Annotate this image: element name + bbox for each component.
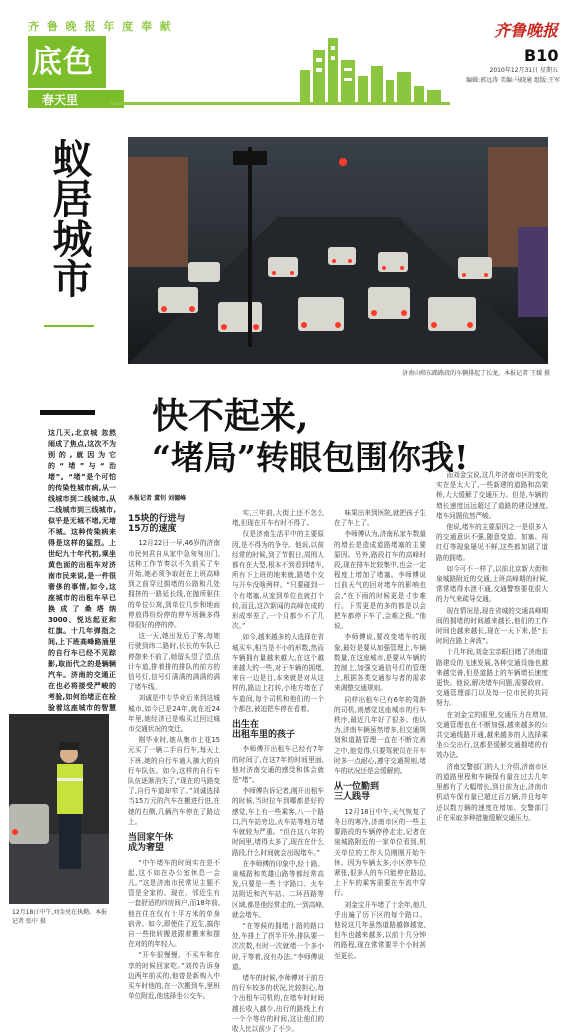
subhead [128, 514, 220, 534]
paragraph: 李师傅认为,济南私家车数量的增长是造成道路堵塞的主要原因。另外,路段打车的高峰时段,现在排车比较集中,也会一定程度上增加了堵塞。李师傅说目前天气的回对堵车的影响也会,“在下雨的时候更是寸步难行。下雪更是的多的都是以会把车都停下车了,会难之极。”他说。 [334, 530, 426, 631]
paragraph: 味果出来到医院,就把孩子生在了车上了。 [334, 509, 426, 528]
paragraph: 在李师傅的印象中,经十路、泉城路和英雄山路等都经常高发,只要是一些十字路口、火车站附近和汽车站、二环西路等区域,都是他经常走的,一到高峰,就会堵车。 [232, 859, 325, 919]
subsection-title: 春天里 [42, 93, 79, 107]
main-traffic-photo [128, 137, 548, 364]
subhead [128, 833, 220, 853]
issue-date: 2010年12月31日 星期五 [489, 67, 558, 74]
subhead [232, 720, 324, 740]
paragraph: 这一天,她出发后了客,每她行驶到纬二路时,长长的车队已停憩来不前了,她留头望了望,估计车道,排着排的排队的前方的信号灯,信号灯满满的满满的满了堵车线。 [128, 632, 220, 692]
article-column-3 [334, 508, 426, 963]
paragraph: “中午堵车的时间实在是不起,这不如在办公室休息一会儿。”这是济南市民常见主题不管是全家的、现在、邻近生有一套舒适的四房间户,而18年前,他在住在仅有十平方米的单身宿舍。如今,即使住了近生,搞你自一些批转搬进跟着搬来和摆在对的的年轻人。 [128, 858, 220, 949]
paragraph: 李师傅告诉记者,刚开出租车的时候,当时拉车到哪都是好的感觉,车上有一些乘客,八一个路口,汽车站旁边,火车站等地方堵车就较为严重。“但在这八年的时间里,堵得太多了,现在在什么路段,什么时间就会出现堵车。” [232, 787, 324, 857]
paragraph: 他说,堵车的主要原因之一是很多人的交通意识不强,随意变道、加塞、闯红灯等现象屡见不鲜,这些都加剧了道路的拥堵。 [436, 523, 548, 562]
lead-paragraph: 这几天,北京城 忽然闹成了焦点,这次不为别的,就因为它的“堵”与“治堵”。“堵”是个可怕的传染性城市病,从一线城市到二线城市,从二线城市到三线城市,似乎是无城不堵,无堵不城。这种传染病来得是这样的猛烈。上世纪九十年代初,乘坐黄色面的出租车对济南市民来说,是一件很奢侈的事情,如今,这座城市的出租车早已换成了桑塔纳3000、悦达起亚和红旗。十几年弹指之间,上下班高峰路涌里的自行车已经不见踪影,取而代之的是辆辆汽车。济南的交通正在也必将接受严峻的考验,如何治堵正在检验着这座城市的智慧 [48, 429, 116, 712]
paragraph: 刘金宝开车堵了十余年,他几乎出遍了历下区的每个路口。他说这几年虽然道路越修越宽,但车也越来越多,以前十几分钟的路程,现在常常要半个小时甚至更长。 [334, 900, 426, 960]
paragraph: 在刘金宝的眼里,交通压力在增加,交通管理也在不断加强,越来越多的公共交通线路开通,越来越多的人选择乘坐公交出行,这都是缓解交通拥堵的有效办法。 [436, 710, 548, 760]
paragraph: 堵车的时候,李师傅对于前方的行车较多的状况,比较担心,每个出租车司机的,在堵车时时间越长收入越少,出行的路线上有一个个等待的时间,这让他们的收入比以前少了不少。 [232, 973, 324, 1033]
headline-line-1: 快不起来, [152, 395, 309, 437]
page-number: B10 [524, 46, 559, 65]
subhead [334, 782, 426, 802]
paragraph: 如今,越来越多的人选择在省城买车,相当是不小的形数,然而车辆拥有量越来越大,在这个越来越大的一些,对于车辆的拥堵,来自一边是目,本来就是对从这样的,路边上打转,小地方堵在了车道间,每个司机和他们的一个个都在,被迫把车停在看着。 [232, 633, 324, 713]
small-photo-caption: 12月18日中午,刘金亮在执勤。本报记者 张中 摄 [12, 909, 108, 925]
main-photo-caption: 济南山师东路路段的车辆排起了长龙。本报记者 王媛 摄 [402, 370, 550, 377]
subhead-line: 出生在 [232, 720, 260, 731]
article-column-4 [436, 470, 548, 963]
paragraph: 李师傅说,要改变堵车的现象,最好是要从加强管理上,车辆数量,在这座城市,是要从车辆的控制上,加强交通信号灯的管理上,根据各类交通参与者的需求来调整交通规则。 [334, 633, 426, 693]
lead-divider [40, 410, 95, 415]
byline: 本报记者 董钊 刘德峰 [128, 495, 187, 502]
paragraph: “开车很慢慢、不买车和在享的时候回家吃。”刘传告诉身边两年前买的,他曾是新购入中买车时他的,在一次搬到车,里班单位附近,他选择坐公交车。 [128, 951, 220, 1001]
subhead-line: 当回家午休 [128, 833, 174, 844]
header-slogan: 齐 鲁 晚 报 年 度 奉 献 [28, 20, 173, 33]
paragraph: 12月22日一早,46岁的济南市民何君自从家中急匆匆出门,这种工作节奏以不久前买了车开始,她必须争取赶在上班高峰到之前穿过拥堵的公路和几处拥挤的一路延长线,在抛所驱住的单位公寓,到单位几步和地面停放得纷纷停的停车场辆多得得很好的停的停。 [128, 539, 220, 630]
paragraph: 如今可不一样了,以前北京新大街和泉城路附近的交通,上班高峰期的时候,常常堵得水泄不通,交通警察要花很大的力气来疏导交通。 [436, 564, 548, 604]
paper-logo: 齐鲁晚报 [494, 21, 559, 40]
editors-credit: 编辑:郭远涛 美编:马晓通 组版:王军 [466, 77, 560, 84]
paragraph: 刘诚是中专毕业后来到这城城市,如今已是24年,就在近24年里,她经济已是购买过回过城市交通状况的变迁。 [128, 694, 220, 734]
paragraph: 现在情况是,现在省城的交通高峰期间的拥堵的时间越来越长,他们的工作时间也越来越长,现在一天下来,是“长时间在路上奔波”。 [436, 606, 548, 646]
paragraph: 12月18日中午,天气恢复了冬日的寒冷,济南市区的一些主要路段的车辆停停走走,记者在泉城路附近的一家单位看到,机关单位的工作人员刚刚开始午休。因为车辆太多,小区停车位紧张,很多人的车只能停在路边,上下车的乘客需要在车流中穿行。 [334, 807, 426, 898]
subhead-line: 15块的行进与 [128, 514, 186, 524]
city-skyline-graphic [110, 30, 450, 105]
subhead-line: 三人践导 [334, 792, 371, 803]
paragraph: 而刘金宝说,这几年济南市区的变化实在是太大了,一些新建的道路和高架桥,大大缓解了交通压力。但是,车辆的增长速度远远超过了道路的建设速度,堵车问题依然严峻。 [436, 471, 548, 520]
paragraph: 李师傅开出租车已经有7年的时间了,在这7年的时间里面,他对济南交通的感受和体会就是“堵”。 [232, 745, 324, 785]
subhead-line: 出租车里的孩子 [232, 730, 296, 741]
paragraph: 实,三年前,大街上还不怎么堵,但现在开车有时不得了。 [232, 509, 324, 528]
article-column-1 [128, 508, 220, 1001]
paragraph: 同样出租车已有6年的驾龄的司机,则感觉这座城市的行车秩序,最近几年好了很多。他认为,济南车辆虽然增多,但交通规划和道路管理一直在不断完善之中,他觉得,只要驾驶员在开车时多一点耐心,遵守交通规则,堵车的状况还是会缓解的。 [334, 695, 426, 776]
subhead-line: 15万的速度 [128, 524, 177, 535]
vertical-title: 蚁居城市 [46, 138, 93, 298]
title-divider [44, 325, 94, 327]
paragraph: 济南交警部门的人士介绍,济南市区的道路里程和车辆保有量在过去几年里都有了大幅增长,到目前为止,济南市机动车保有量已超过百万辆,并且每年还以数万辆的速度在增加。交警部门正在采取多种措施缓解交通压力。 [436, 762, 548, 822]
subhead-line: 成为奢望 [128, 843, 165, 854]
paragraph: 刚毕业时,她从集市上花15元买了一辆二手自行车,每天上下班,她的自行车通人摘大的自行车队伍。如今,这样的自行车队伍逐渐消失了,“现在的马路变了,自行车道却窄了。”刘诚选择当15万元的汽车在搬进行进,在她的右侧,几辆汽车停在了路边上。 [128, 736, 220, 826]
headline-line-2: “堵局”转眼包围你我! [152, 438, 469, 477]
article-column-2 [232, 508, 325, 1033]
section-title: 底色 [32, 45, 94, 80]
paragraph: 仅是济南生活平中的主要原因,是不得为的争夺。他说,以前经常的时候,到了节假日,周围人都有在大型,根本不到看到堵车,所有下上班的地来就,路堵个交与开车没啥两样。“只要碰到一个有堵塞,从家到单位也就打个转,而且,这次新闻的高峰在成的形成率差了,一个月都少不了几次。” [232, 530, 324, 631]
paragraph: “在等候的拥堵十路的路口处,车排上了拐半开外,排队要一次次数,有时一次就堵一个多小时,干等着,没有办法。”李师傅说道。 [232, 921, 324, 971]
paragraph: 十几年间,刘金宝亲眼目睹了济南道路建设的飞速发展,各种交通设施也越来越完善,但是道路上的车辆增长速度更快。他说,解决堵车问题,需要政府、交通管理部门以及每一位市民的共同努力。 [436, 648, 548, 708]
traffic-police-photo [9, 714, 109, 904]
subhead-line: 从一位勤到 [334, 782, 380, 793]
